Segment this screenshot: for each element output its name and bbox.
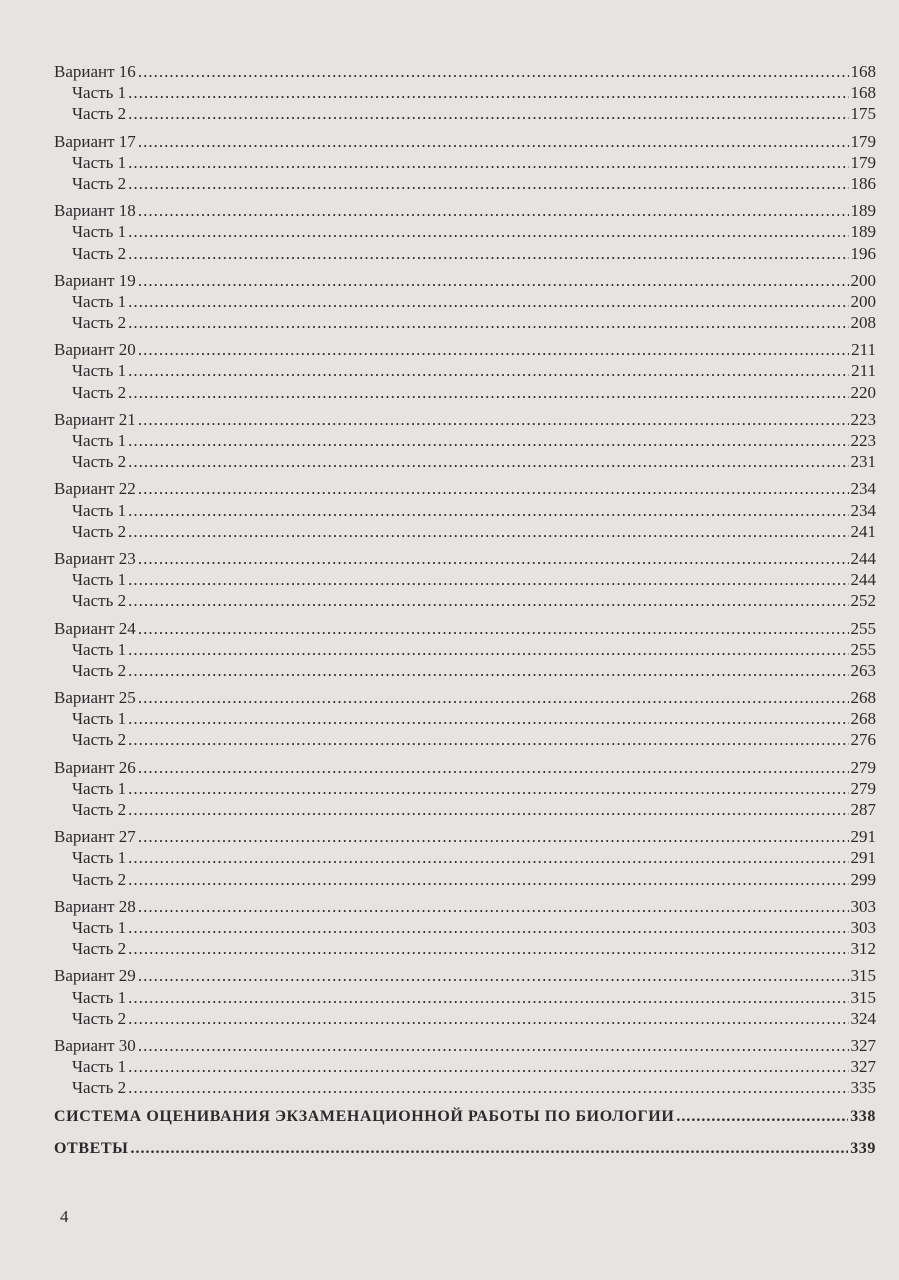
dot-leader [128, 569, 848, 590]
toc-part-entry-title: Часть 2 [72, 243, 127, 263]
toc-part-entry-page-number: 175 [850, 104, 876, 124]
toc-part-entry-page-number: 299 [850, 869, 876, 889]
toc-part-entry [54, 660, 876, 681]
toc-part-entry-page-number: 263 [850, 660, 876, 680]
toc-part-entry-page-number: 220 [850, 382, 876, 402]
toc-part-entry-page-number: 189 [850, 222, 876, 242]
dot-leader [128, 590, 848, 611]
dot-leader [138, 896, 849, 917]
toc-part-entry-title: Часть 1 [72, 500, 127, 520]
toc-variant-entry-page-number: 268 [850, 688, 876, 708]
toc-part-entry-title: Часть 2 [72, 521, 127, 541]
toc-variant-entry-title: Вариант 26 [54, 757, 136, 777]
toc-part-entry-title: Часть 1 [72, 431, 127, 450]
dot-leader [138, 687, 849, 708]
dot-leader [128, 360, 849, 381]
dot-leader [138, 618, 849, 639]
toc-part-entry-page-number: 179 [850, 152, 876, 172]
toc-part-entry-page-number: 168 [850, 83, 876, 103]
toc-variant-entry-title: Вариант 19 [54, 270, 136, 290]
toc-part-entry-page-number: 291 [850, 848, 876, 868]
toc-part-entry-title: Часть 1 [72, 222, 127, 242]
dot-leader [128, 799, 848, 820]
toc-variant-entry-page-number: 168 [850, 62, 876, 81]
toc-part-entry-title: Часть 2 [72, 591, 127, 611]
toc-variant-entry-title: Вариант 30 [54, 1035, 136, 1055]
dot-leader [128, 729, 848, 750]
toc-part-entry [54, 312, 876, 333]
dot-leader [138, 965, 849, 986]
toc-variant-entry-title: Вариант 23 [54, 548, 136, 568]
toc-variant-entry [54, 270, 876, 291]
toc-variant-entry-title: Вариант 29 [54, 966, 136, 986]
toc-part-entry [54, 1077, 876, 1098]
toc-part-entry [54, 938, 876, 959]
dot-leader [128, 987, 848, 1008]
dot-leader [138, 1035, 849, 1056]
toc-variant-entry-page-number: 255 [850, 618, 876, 638]
dot-leader [128, 243, 848, 264]
toc-variant-group [54, 618, 876, 682]
dot-leader [128, 1077, 848, 1098]
toc-part-entry-page-number: 196 [850, 243, 876, 263]
toc-variant-entry-page-number: 223 [850, 409, 876, 429]
dot-leader [128, 1008, 848, 1029]
toc-part-entry [54, 869, 876, 890]
dot-leader [128, 1056, 848, 1077]
toc-part-entry-page-number: 252 [850, 591, 876, 611]
dot-leader [138, 757, 849, 778]
toc-variant-entry-page-number: 291 [850, 827, 876, 847]
dot-leader [138, 131, 849, 152]
toc-variant-entry [54, 61, 876, 82]
toc-part-entry [54, 291, 876, 312]
toc-variant-entry-page-number: 315 [850, 966, 876, 986]
toc-part-entry-title: Часть 2 [72, 730, 127, 750]
toc-section-entry [54, 1104, 876, 1130]
toc-part-entry-title: Часть 2 [72, 173, 127, 193]
toc-part-entry-title: Часть 2 [72, 660, 127, 680]
toc-part-entry-title: Часть 1 [72, 1057, 127, 1077]
toc-part-entry [54, 173, 876, 194]
toc-variant-entry [54, 548, 876, 569]
toc-part-entry [54, 1008, 876, 1029]
toc-variant-group [54, 409, 876, 473]
toc-part-entry-page-number: 244 [850, 570, 876, 590]
toc-section-entry [54, 1136, 876, 1162]
toc-part-entry [54, 799, 876, 820]
toc-section-entry-page-number: 338 [850, 1108, 876, 1126]
toc-part-entry-title: Часть 2 [72, 104, 127, 124]
dot-leader [128, 639, 848, 660]
toc-part-entry-page-number: 279 [850, 778, 876, 798]
toc-variant-entry [54, 826, 876, 847]
dot-leader [128, 917, 848, 938]
dot-leader [128, 660, 848, 681]
toc-part-entry [54, 847, 876, 868]
toc-part-entry-title: Часть 2 [72, 452, 127, 472]
dot-leader [128, 869, 848, 890]
dot-leader [128, 82, 848, 103]
toc-part-entry [54, 778, 876, 799]
toc-part-entry-title: Часть 1 [72, 83, 127, 103]
toc-part-entry [54, 639, 876, 660]
dot-leader [128, 382, 848, 403]
toc-part-entry [54, 430, 876, 451]
dot-leader [128, 778, 848, 799]
dot-leader [138, 409, 849, 430]
toc-part-entry-title: Часть 1 [72, 778, 127, 798]
dot-leader [128, 103, 848, 124]
toc-part-entry-page-number: 241 [850, 521, 876, 541]
dot-leader [676, 1104, 848, 1130]
dot-leader [128, 451, 848, 472]
toc-variant-entry-title: Вариант 25 [54, 688, 136, 708]
dot-leader [130, 1136, 848, 1162]
toc-variant-group [54, 1035, 876, 1099]
toc-part-entry [54, 569, 876, 590]
toc-variant-entry [54, 200, 876, 221]
dot-leader [128, 938, 848, 959]
toc-part-entry-title: Часть 2 [72, 1008, 127, 1028]
toc-part-entry-page-number: 208 [850, 313, 876, 333]
toc-variant-group [54, 896, 876, 960]
toc-variant-group [54, 965, 876, 1029]
toc-variant-entry-title: Вариант 27 [54, 827, 136, 847]
toc-part-entry-title: Часть 2 [72, 939, 127, 959]
toc-variant-entry-page-number: 327 [850, 1035, 876, 1055]
dot-leader [138, 270, 849, 291]
dot-leader [128, 312, 848, 333]
toc-part-entry-page-number: 312 [850, 939, 876, 959]
toc-variant-entry-page-number: 200 [850, 270, 876, 290]
toc-variant-entry-title: Вариант 21 [54, 409, 136, 429]
dot-leader [138, 61, 849, 82]
toc-part-entry-page-number: 276 [850, 730, 876, 750]
toc-variant-entry-page-number: 211 [851, 340, 876, 360]
toc-part-entry [54, 360, 876, 381]
toc-section-entry-title: СИСТЕМА ОЦЕНИВАНИЯ ЭКЗАМЕНАЦИОННОЙ РАБОТЫ ПО БИОЛОГИИ [54, 1108, 675, 1126]
toc-variant-entry-title: Вариант 20 [54, 340, 136, 360]
toc-variant-group [54, 200, 876, 264]
toc-variant-entry [54, 131, 876, 152]
toc-variant-group [54, 478, 876, 542]
dot-leader [128, 221, 848, 242]
toc-variant-group [54, 131, 876, 195]
toc-variant-entry [54, 687, 876, 708]
toc-part-entry-page-number: 211 [851, 361, 876, 381]
toc-part-entry [54, 103, 876, 124]
dot-leader [138, 548, 849, 569]
toc-part-entry-title: Часть 2 [72, 800, 127, 819]
toc-variant-entry [54, 339, 876, 360]
toc-part-entry [54, 500, 876, 521]
toc-part-entry-title: Часть 1 [72, 709, 127, 729]
toc-section-entry-page-number: 339 [850, 1140, 876, 1158]
toc-part-entry-page-number: 200 [850, 291, 876, 311]
toc-part-entry-page-number: 268 [850, 709, 876, 729]
toc-variant-entry-page-number: 303 [850, 896, 876, 916]
toc-part-entry-title: Часть 1 [72, 848, 127, 868]
toc-part-entry-page-number: 223 [850, 431, 876, 450]
toc-part-entry-page-number: 327 [850, 1057, 876, 1077]
toc-variant-entry [54, 409, 876, 430]
toc-part-entry [54, 521, 876, 542]
toc-section-entry-title: ОТВЕТЫ [54, 1140, 129, 1158]
toc-variant-entry-title: Вариант 16 [54, 62, 136, 81]
toc-part-entry-title: Часть 2 [72, 1078, 127, 1098]
toc-variant-group [54, 61, 876, 125]
toc-part-entry-page-number: 231 [850, 452, 876, 472]
dot-leader [128, 430, 848, 451]
toc-part-entry-title: Часть 2 [72, 313, 127, 333]
toc-variant-entry-page-number: 189 [850, 201, 876, 221]
toc-part-entry [54, 590, 876, 611]
toc-part-entry [54, 221, 876, 242]
toc-variant-entry-title: Вариант 22 [54, 479, 136, 499]
dot-leader [128, 847, 848, 868]
toc-part-entry [54, 451, 876, 472]
toc-part-entry-page-number: 287 [850, 800, 876, 819]
dot-leader [128, 500, 848, 521]
table-of-contents [54, 61, 876, 1162]
toc-part-entry-page-number: 234 [850, 500, 876, 520]
dot-leader [128, 521, 848, 542]
toc-variant-entry [54, 1035, 876, 1056]
toc-part-entry-page-number: 324 [850, 1008, 876, 1028]
toc-variant-entry [54, 478, 876, 499]
toc-variant-entry-page-number: 234 [850, 479, 876, 499]
toc-variant-entry-title: Вариант 17 [54, 131, 136, 151]
toc-part-entry [54, 917, 876, 938]
toc-part-entry [54, 243, 876, 264]
toc-part-entry-title: Часть 1 [72, 639, 127, 659]
toc-part-entry-title: Часть 1 [72, 291, 127, 311]
dot-leader [138, 200, 849, 221]
toc-variant-group [54, 548, 876, 612]
toc-part-entry [54, 382, 876, 403]
toc-part-entry-page-number: 335 [850, 1078, 876, 1098]
toc-part-entry [54, 82, 876, 103]
toc-part-entry-title: Часть 2 [72, 869, 127, 889]
toc-variant-group [54, 339, 876, 403]
toc-part-entry-page-number: 303 [850, 917, 876, 937]
toc-variant-entry-page-number: 279 [850, 757, 876, 777]
dot-leader [128, 291, 848, 312]
toc-part-entry [54, 1056, 876, 1077]
toc-variant-entry-page-number: 179 [850, 131, 876, 151]
toc-part-entry [54, 987, 876, 1008]
toc-part-entry [54, 152, 876, 173]
toc-part-entry [54, 708, 876, 729]
toc-variant-group [54, 826, 876, 890]
toc-variant-entry [54, 618, 876, 639]
toc-variant-group [54, 687, 876, 751]
toc-part-entry-title: Часть 1 [72, 152, 127, 172]
toc-variant-entry-title: Вариант 28 [54, 896, 136, 916]
toc-variant-entry-title: Вариант 18 [54, 201, 136, 221]
toc-part-entry [54, 729, 876, 750]
dot-leader [138, 339, 849, 360]
dot-leader [128, 173, 848, 194]
toc-part-entry-page-number: 255 [850, 639, 876, 659]
toc-part-entry-page-number: 315 [850, 987, 876, 1007]
toc-variant-entry-page-number: 244 [850, 548, 876, 568]
dot-leader [138, 826, 849, 847]
toc-part-entry-title: Часть 2 [72, 382, 127, 402]
toc-part-entry-title: Часть 1 [72, 361, 127, 381]
toc-variant-group [54, 270, 876, 334]
dot-leader [128, 708, 848, 729]
page-number: 4 [60, 1207, 69, 1226]
toc-part-entry-title: Часть 1 [72, 570, 127, 590]
toc-variant-group [54, 757, 876, 821]
toc-variant-entry [54, 896, 876, 917]
toc-variant-entry [54, 757, 876, 778]
toc-variant-entry [54, 965, 876, 986]
toc-variant-entry-title: Вариант 24 [54, 618, 136, 638]
toc-part-entry-title: Часть 1 [72, 987, 127, 1007]
toc-part-entry-page-number: 186 [850, 173, 876, 193]
dot-leader [128, 152, 848, 173]
toc-part-entry-title: Часть 1 [72, 917, 127, 937]
dot-leader [138, 478, 849, 499]
